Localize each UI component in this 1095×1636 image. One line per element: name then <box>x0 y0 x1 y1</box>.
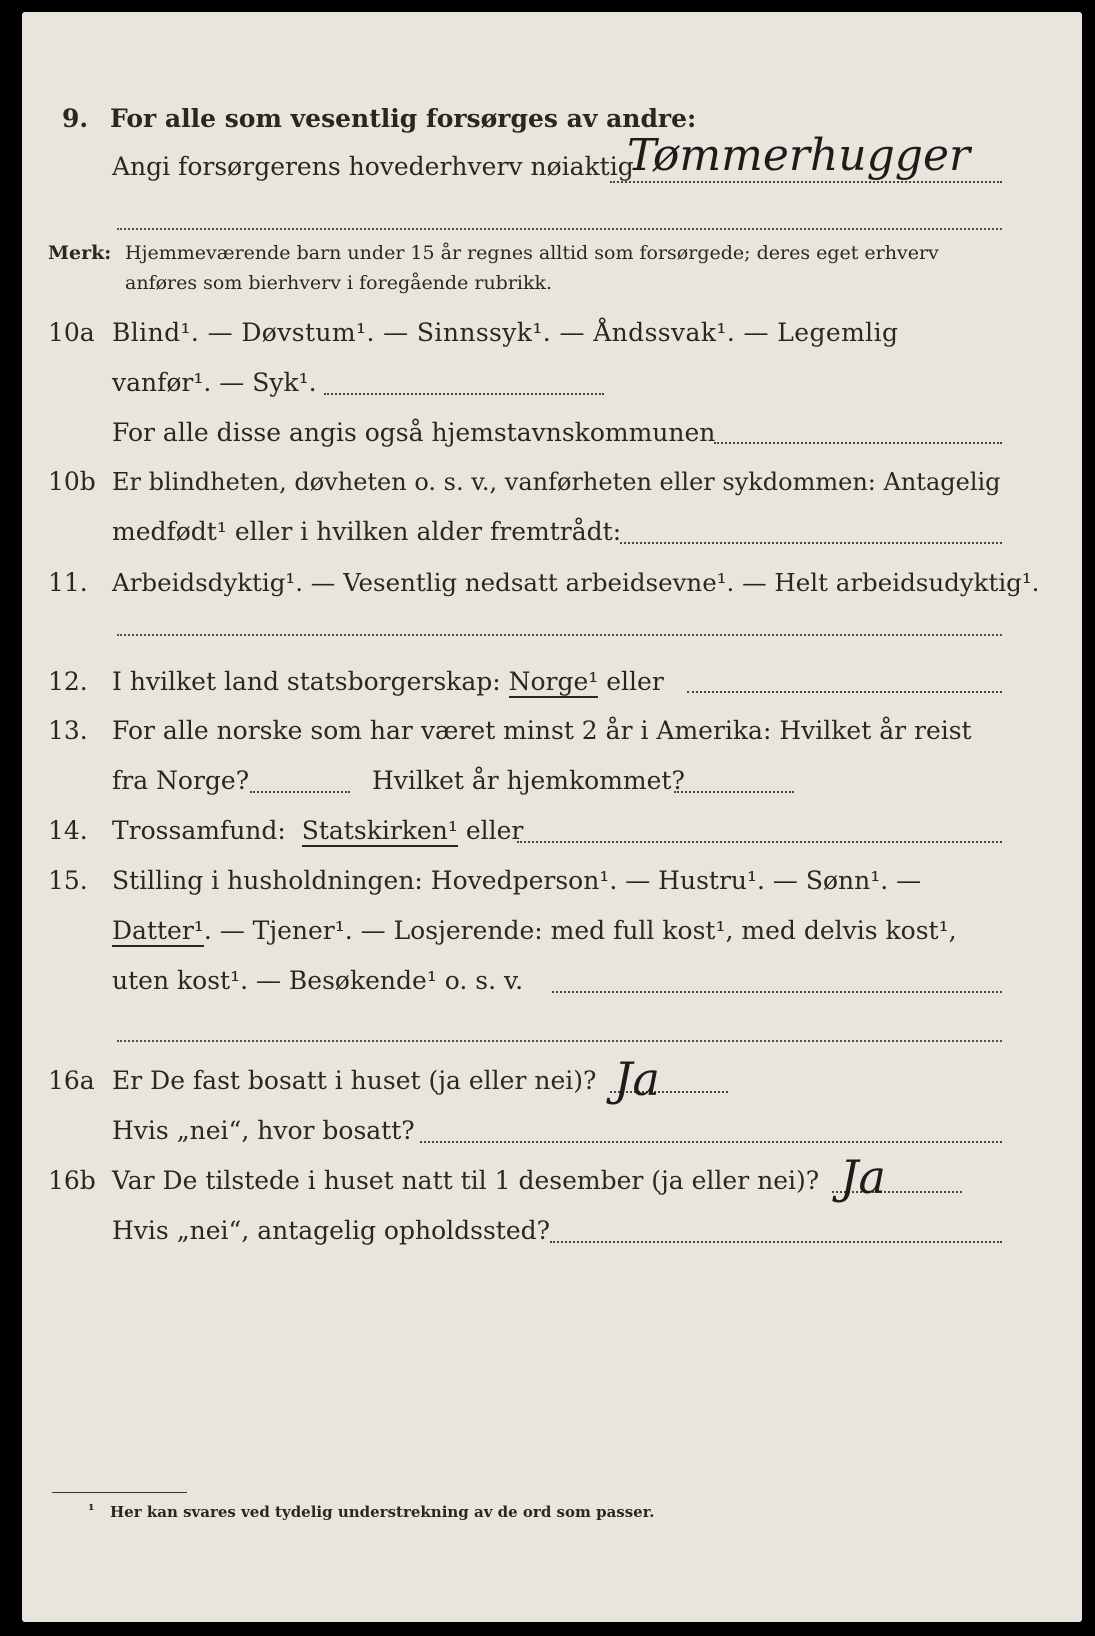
q14-suffix: eller <box>465 816 524 845</box>
q15-extra-line <box>117 1040 1002 1042</box>
merk-line2: anføres som bierhverv i foregående rubrikk. <box>125 272 553 294</box>
q16b-opholdssted-line <box>550 1241 1002 1243</box>
q14-line <box>112 816 523 846</box>
q9-title: For alle som vesentlig forsørges av andre: <box>110 104 697 133</box>
merk-label: Merk: <box>48 242 112 264</box>
q12-line <box>112 667 664 697</box>
q10b-number: 10b <box>48 467 96 496</box>
q15-underlined-datter: Datter¹ <box>112 916 204 945</box>
footnote-text: Her kan svares ved tydelig understrekning av de ord som passer. <box>110 1503 655 1521</box>
q10a-line3: For alle disse angis også hjemstavnskommunen <box>112 418 716 447</box>
q10b-alder-line <box>620 542 1002 544</box>
q10a-line1: Blind¹. — Døvstum¹. — Sinnssyk¹. — Åndssvak¹. — Legemlig <box>112 318 899 347</box>
q9-handwritten-answer: Tømmerhugger <box>627 130 971 181</box>
q9-number: 9. <box>62 104 89 133</box>
q16a-line1: Er De fast bosatt i huset (ja eller nei)? <box>112 1066 597 1095</box>
q16a-number: 16a <box>48 1066 95 1095</box>
q10a-hjemstavn-line <box>714 442 1002 444</box>
footnote-mark: ¹ <box>88 1501 95 1519</box>
q16a-handwritten-answer: Ja <box>614 1052 660 1106</box>
footnote-divider <box>52 1492 187 1493</box>
q9-label: Angi forsørgerens hovederhverv nøiaktig <box>112 152 634 181</box>
q13-reist-line <box>250 791 350 793</box>
q16a-bosatt-line <box>420 1141 1002 1143</box>
q12-prefix: I hvilket land statsborgerskap: <box>112 667 501 696</box>
q15-line3-fill <box>552 991 1002 993</box>
q9-answer-line <box>610 181 1002 183</box>
q15-line3: uten kost¹. — Besøkende¹ o. s. v. <box>112 966 524 995</box>
q11-extra-line <box>117 634 1002 636</box>
q12-number: 12. <box>48 667 88 696</box>
q16b-number: 16b <box>48 1166 96 1195</box>
q13-line1: For alle norske som har været minst 2 år i Amerika: Hvilket år reist <box>112 716 972 745</box>
q14-other-line <box>517 841 1002 843</box>
q16b-line1: Var De tilstede i huset natt til 1 desember (ja eller nei)? <box>112 1166 820 1195</box>
q12-suffix: eller <box>606 667 664 696</box>
q15-line1: Stilling i husholdningen: Hovedperson¹. — Hustru¹. — Sønn¹. — <box>112 866 922 895</box>
q16a-line2: Hvis „nei“, hvor bosatt? <box>112 1116 415 1145</box>
q15-line2-rest: . — Tjener¹. — Losjerende: med full kost¹, med delvis kost¹, <box>203 916 957 945</box>
q12-other-country-line <box>687 691 1002 693</box>
q16b-line2: Hvis „nei“, antagelig opholdssted? <box>112 1216 551 1245</box>
q13-hjemkommet-label: Hvilket år hjemkommet? <box>372 766 685 795</box>
q10a-syk-line <box>324 393 604 395</box>
q13-reist-label: fra Norge? <box>112 766 250 795</box>
census-form-page <box>22 12 1082 1622</box>
q10a-number: 10a <box>48 318 95 347</box>
q9-extra-line <box>117 228 1002 230</box>
q14-underlined-statskirken: Statskirken¹ <box>301 816 458 845</box>
q15-number: 15. <box>48 866 88 895</box>
q12-underlined-norge: Norge¹ <box>508 667 599 696</box>
q11-number: 11. <box>48 568 88 597</box>
q13-hjemkommet-line <box>674 791 794 793</box>
q14-number: 14. <box>48 816 88 845</box>
q10b-line2: medfødt¹ eller i hvilken alder fremtrådt: <box>112 517 622 546</box>
q13-number: 13. <box>48 716 88 745</box>
q16b-handwritten-answer: Ja <box>840 1150 886 1204</box>
q10b-line1: Er blindheten, døvheten o. s. v., vanførheten eller sykdommen: Antagelig <box>112 468 1001 496</box>
q14-prefix: Trossamfund: <box>112 816 286 845</box>
merk-line1: Hjemmeværende barn under 15 år regnes alltid som forsørgede; deres eget erhverv <box>125 242 939 264</box>
q10a-line2: vanfør¹. — Syk¹. <box>112 368 317 397</box>
q11-line1: Arbeidsdyktig¹. — Vesentlig nedsatt arbeidsevne¹. — Helt arbeidsudyktig¹. <box>112 568 1040 597</box>
q15-line2 <box>112 916 957 946</box>
